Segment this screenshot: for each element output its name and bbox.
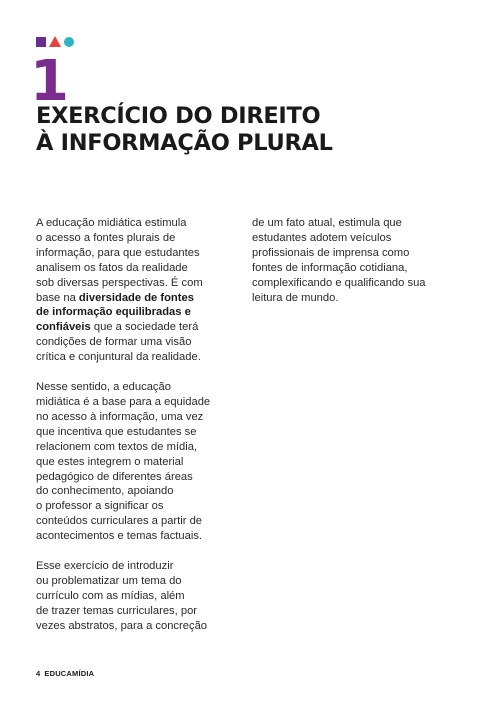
circle-icon: [64, 37, 74, 47]
square-icon: [36, 37, 46, 47]
chapter-title: [36, 103, 333, 157]
text-line: midiática é a base para a equidade: [36, 395, 211, 408]
text-line: profissionais de imprensa como: [252, 246, 410, 259]
text-line: currículo com as mídias, além: [36, 589, 185, 602]
text-line: ou problematizar um tema do: [36, 574, 182, 587]
text-line: Nesse sentido, a educação: [36, 381, 171, 394]
text-line: relacionem com textos de mídia,: [36, 440, 198, 453]
text-line: [36, 305, 236, 320]
brand-logo: [36, 36, 74, 47]
bold-text: de informação equilibradas e: [36, 306, 191, 319]
text-line: sob diversas perspectivas. É com: [36, 276, 203, 289]
text-line: crítica e conjuntural da realidade.: [36, 351, 201, 364]
text-line: complexificando e qualificando sua: [252, 276, 426, 289]
text-line: que incentiva que estudantes se: [36, 425, 197, 438]
text-line: o acesso a fontes plurais de: [36, 231, 176, 244]
text-line: de um fato atual, estimula que: [252, 217, 402, 229]
text-run: base na: [36, 291, 79, 304]
text-line: [36, 320, 236, 335]
page-footer: [36, 669, 94, 678]
text-line: condições de formar uma visão: [36, 336, 192, 349]
page-number: 4: [36, 669, 41, 678]
text-line: de trazer temas curriculares, por: [36, 604, 198, 617]
text-line: conteúdos curriculares a partir de: [36, 515, 203, 528]
bold-text: confiáveis: [36, 321, 91, 334]
publication-name: EDUCAMÍDIA: [44, 669, 95, 678]
text-line: A educação midiática estimula: [36, 217, 187, 229]
text-line: fontes de informação cotidiana,: [252, 261, 408, 274]
text-line: leitura de mundo.: [252, 291, 339, 304]
chapter-title-line: EXERCÍCIO DO DIREITO: [36, 103, 321, 129]
text-line: acontecimentos e temas factuais.: [36, 530, 203, 543]
chapter-title-line: À INFORMAÇÃO PLURAL: [36, 130, 333, 156]
paragraph: [36, 380, 236, 544]
text-run: que a sociedade terá: [90, 321, 199, 334]
text-line: do conhecimento, apoiando: [36, 485, 174, 498]
right-column: [252, 216, 457, 320]
text-line: estudantes adotem veículos: [252, 231, 392, 244]
text-line: Esse exercício de introduzir: [36, 560, 174, 573]
paragraph: [252, 216, 457, 305]
paragraph: [36, 559, 236, 634]
text-line: pedagógico de diferentes áreas: [36, 470, 193, 483]
bold-text: diversidade de fontes: [78, 291, 194, 304]
text-line: analisem os fatos da realidade: [36, 261, 188, 274]
text-line: vezes abstratos, para a concreção: [36, 619, 208, 632]
paragraph: [36, 216, 236, 365]
left-column: [36, 216, 236, 649]
text-line: o professor a significar os: [36, 500, 164, 513]
text-line: informação, para que estudantes: [36, 246, 200, 259]
triangle-icon: [49, 36, 61, 47]
text-line: no acesso à informação, uma vez: [36, 410, 204, 423]
chapter-number: 1: [30, 49, 69, 114]
text-line: [36, 291, 236, 306]
text-line: que estes integrem o material: [36, 455, 184, 468]
